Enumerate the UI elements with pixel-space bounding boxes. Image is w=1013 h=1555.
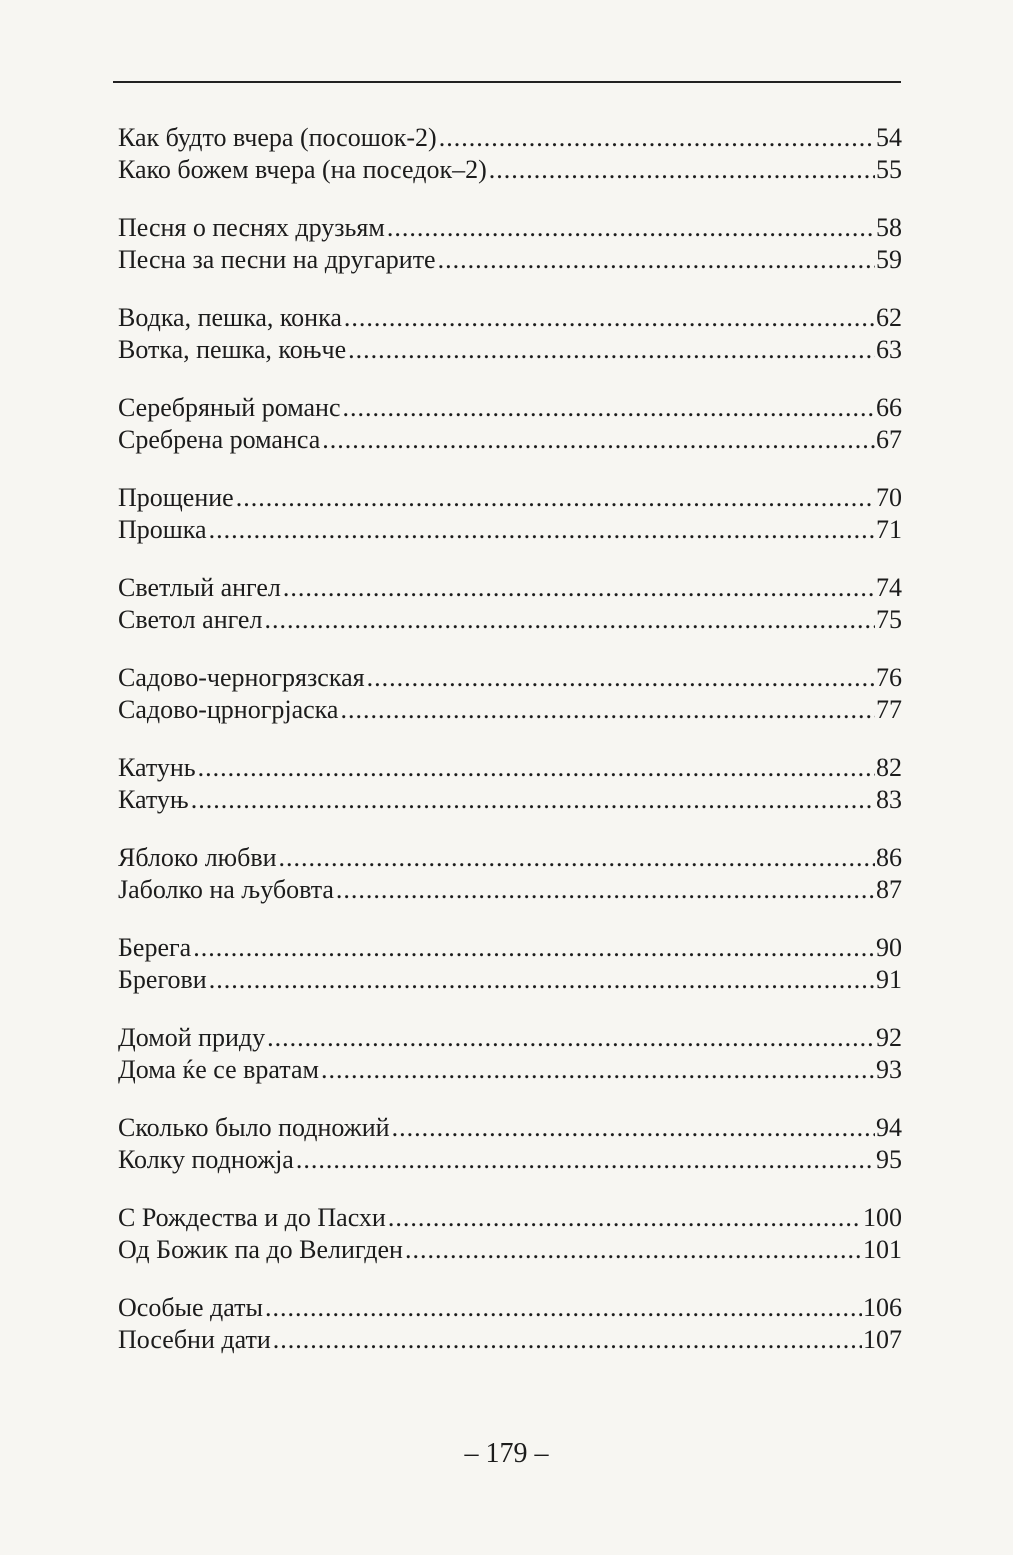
toc-entry — [118, 212, 902, 244]
toc-entry-title: Светлый ангел — [118, 573, 281, 602]
dot-leader — [279, 842, 875, 874]
toc-entry-page: 58 — [876, 213, 902, 242]
dot-leader — [321, 1054, 875, 1086]
toc-entry-title: Садово-черногрязская — [118, 663, 365, 692]
toc-entry-title: Серебряный романс — [118, 393, 341, 422]
toc-entry — [118, 1022, 902, 1054]
toc-entry-title: Домой приду — [118, 1023, 266, 1052]
toc-entry-page: 74 — [876, 573, 902, 602]
toc-entry — [118, 154, 902, 186]
dot-leader — [264, 604, 875, 636]
dot-leader — [367, 662, 875, 694]
toc-entry — [118, 1324, 902, 1356]
toc-entry-title: Колку подножја — [118, 1145, 294, 1174]
toc-entry-title: Катунь — [118, 753, 196, 782]
toc-entry — [118, 572, 902, 604]
toc-group — [118, 1292, 902, 1356]
toc-entry-title: Сребрена романса — [118, 425, 321, 454]
toc-entry — [118, 1202, 902, 1234]
toc-entry — [118, 122, 902, 154]
toc-group — [118, 662, 902, 726]
toc-entry — [118, 244, 902, 276]
toc-entry-page: 87 — [876, 875, 902, 904]
toc-entry — [118, 662, 902, 694]
toc-entry-title: Песна за песни на другарите — [118, 245, 436, 274]
dot-leader — [198, 752, 875, 784]
dot-leader — [343, 392, 876, 424]
toc-entry-page: 54 — [876, 123, 902, 152]
toc-entry-page: 70 — [876, 483, 902, 512]
toc-entry-title: Катуњ — [118, 785, 189, 814]
dot-leader — [387, 212, 875, 244]
toc-entry-page: 90 — [876, 933, 902, 962]
header-rule — [113, 81, 901, 83]
toc-entry — [118, 1054, 902, 1086]
dot-leader — [191, 784, 875, 816]
toc-group — [118, 752, 902, 816]
toc-entry-title: Вотка, пешка, коњче — [118, 335, 347, 364]
toc-entry — [118, 1112, 902, 1144]
toc-entry — [118, 842, 902, 874]
toc-group — [118, 482, 902, 546]
toc-entry-page: 100 — [863, 1203, 902, 1232]
dot-leader — [209, 964, 875, 996]
toc-entry-page: 91 — [876, 965, 902, 994]
dot-leader — [344, 302, 875, 334]
toc-entry-page: 77 — [876, 695, 902, 724]
toc-entry-title: Сколько было подножий — [118, 1113, 390, 1142]
toc-entry — [118, 424, 902, 456]
toc-entry — [118, 514, 902, 546]
toc-entry-title: Прошка — [118, 515, 207, 544]
toc-entry — [118, 604, 902, 636]
toc-entry — [118, 482, 902, 514]
toc-entry — [118, 932, 902, 964]
toc-entry — [118, 752, 902, 784]
toc-entry — [118, 874, 902, 906]
dot-leader — [392, 1112, 875, 1144]
toc-entry — [118, 302, 902, 334]
dot-leader — [336, 874, 875, 906]
toc-group — [118, 1022, 902, 1086]
dot-leader — [296, 1144, 875, 1176]
toc-entry-page: 62 — [876, 303, 902, 332]
dot-leader — [273, 1324, 862, 1356]
toc-entry — [118, 1234, 902, 1266]
toc-entry-page: 92 — [876, 1023, 902, 1052]
toc-entry-title: Како божем вчера (на поседок–2) — [118, 155, 487, 184]
toc-entry-page: 71 — [876, 515, 902, 544]
toc-entry-title: Прощение — [118, 483, 234, 512]
dot-leader — [265, 1292, 862, 1324]
toc-entry-title: Од Божик па до Велигден — [118, 1235, 403, 1264]
toc-entry-title: Брегови — [118, 965, 207, 994]
dot-leader — [193, 932, 875, 964]
toc-entry-page: 55 — [876, 155, 902, 184]
dot-leader — [322, 424, 875, 456]
toc-entry-title: Посебни дати — [118, 1325, 271, 1354]
toc-entry-title: Водка, пешка, конка — [118, 303, 342, 332]
toc-entry-title: Особые даты — [118, 1293, 263, 1322]
dot-leader — [405, 1234, 862, 1266]
page-number: – 179 – — [464, 1438, 549, 1469]
dot-leader — [438, 244, 875, 276]
dot-leader — [209, 514, 875, 546]
toc-entry-page: 67 — [876, 425, 902, 454]
toc-entry-page: 86 — [876, 843, 902, 872]
toc-group — [118, 212, 902, 276]
toc-entry-page: 63 — [876, 335, 902, 364]
toc-entry-page: 106 — [863, 1293, 902, 1322]
toc-group — [118, 302, 902, 366]
toc-group — [118, 572, 902, 636]
toc-entry-page: 101 — [863, 1235, 902, 1264]
toc-entry-title: Јаболко на љубовта — [118, 875, 334, 904]
toc-entry — [118, 784, 902, 816]
toc-entry-page: 83 — [876, 785, 902, 814]
dot-leader — [439, 122, 875, 154]
toc-group — [118, 392, 902, 456]
dot-leader — [283, 572, 875, 604]
dot-leader — [267, 1022, 875, 1054]
dot-leader — [236, 482, 875, 514]
toc-entry-title: Как будто вчера (посошок-2) — [118, 123, 437, 152]
toc-entry-title: Дома ќе се вратам — [118, 1055, 319, 1084]
toc-entry-page: 66 — [876, 393, 902, 422]
toc-entry-title: С Рождества и до Пасхи — [118, 1203, 386, 1232]
toc-entry-page: 75 — [876, 605, 902, 634]
toc-group — [118, 1112, 902, 1176]
toc-entry — [118, 694, 902, 726]
toc-entry — [118, 964, 902, 996]
toc-entry-page: 59 — [876, 245, 902, 274]
toc-entry — [118, 1292, 902, 1324]
toc-entry-page: 95 — [876, 1145, 902, 1174]
dot-leader — [340, 694, 875, 726]
toc-entry-title: Яблоко любви — [118, 843, 277, 872]
toc-entry-page: 93 — [876, 1055, 902, 1084]
table-of-contents — [118, 122, 902, 1382]
toc-entry-page: 76 — [876, 663, 902, 692]
toc-entry-title: Песня о песнях друзьям — [118, 213, 385, 242]
toc-group — [118, 932, 902, 996]
toc-entry-page: 94 — [876, 1113, 902, 1142]
dot-leader — [489, 154, 875, 186]
toc-entry-page: 82 — [876, 753, 902, 782]
toc-entry-title: Берега — [118, 933, 192, 962]
dot-leader — [348, 334, 875, 366]
toc-entry-title: Светол ангел — [118, 605, 263, 634]
toc-group — [118, 842, 902, 906]
toc-entry — [118, 1144, 902, 1176]
toc-group — [118, 122, 902, 186]
toc-group — [118, 1202, 902, 1266]
toc-entry — [118, 392, 902, 424]
toc-entry-page: 107 — [863, 1325, 902, 1354]
toc-entry-title: Садово-црногрјаска — [118, 695, 339, 724]
dot-leader — [388, 1202, 862, 1234]
toc-entry — [118, 334, 902, 366]
